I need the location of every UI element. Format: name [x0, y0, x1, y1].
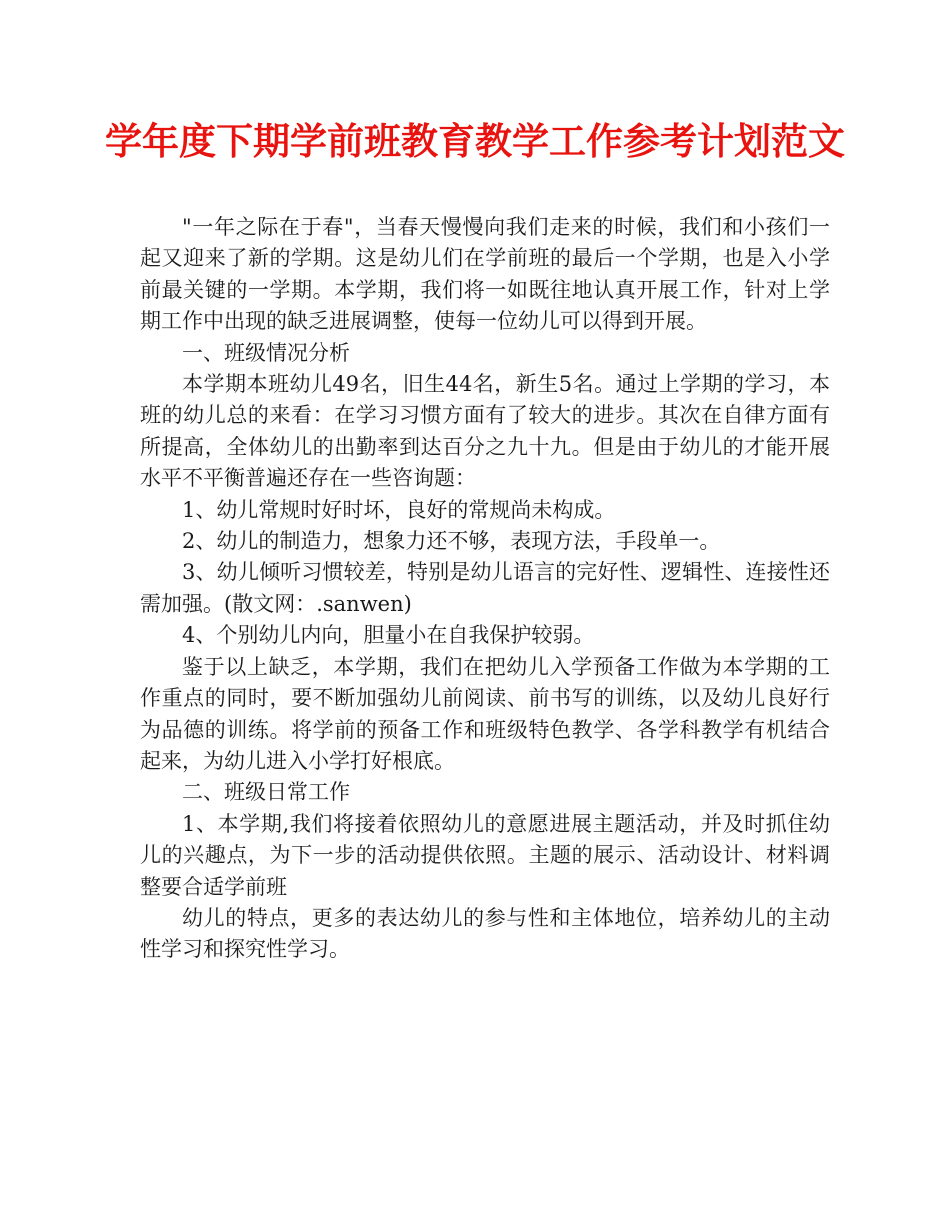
list-item-problem-3: 3、幼儿倾听习惯较差，特别是幼儿语言的完好性、逻辑性、连接性还需加强。(散文网：.sanwen)	[140, 560, 830, 616]
section-heading-daily-work: 二、班级日常工作	[182, 780, 350, 805]
paragraph-intro: "一年之际在于春"，当春天慢慢向我们走来的时候，我们和小孩们一起又迎来了新的学期。这是幼儿们在学前班的最后一个学期，也是入小学前最关键的一学期。本学期，我们将一如既往地认真开展工作，针对上学期工作中出现的缺乏进展调整，使每一位幼儿可以得到开展。	[140, 215, 830, 334]
document-title: 学年度下期学前班教育教学工作参考计划范文	[105, 120, 845, 163]
paragraph-class-analysis: 本学期本班幼儿49名，旧生44名，新生5名。通过上学期的学习，本班的幼儿总的来看：在学习习惯方面有了较大的进步。其次在自律方面有所提高，全体幼儿的出勤率到达百分之九十九。但是由于幼儿的才能开展水平不平衡普遍还存在一些咨询题：	[140, 372, 830, 491]
paragraph-focus: 鉴于以上缺乏，本学期，我们在把幼儿入学预备工作做为本学期的工作重点的同时，要不断加强幼儿前阅读、前书写的训练，以及幼儿良好行为品德的训练。将学前的预备工作和班级特色教学、各学科教学有机结合起来，为幼儿进入小学打好根底。	[140, 654, 830, 773]
section-heading-class-analysis: 一、班级情况分析	[182, 340, 350, 365]
paragraph-daily-continuation: 幼儿的特点，更多的表达幼儿的参与性和主体地位，培养幼儿的主动性学习和探究性学习。	[140, 905, 830, 962]
list-item-daily-1: 1、本学期,我们将接着依照幼儿的意愿进展主题活动，并及时抓住幼儿的兴趣点，为下一步的活动提供依照。主题的展示、活动设计、材料调整要合适学前班	[140, 811, 830, 899]
list-item-problem-4: 4、个别幼儿内向，胆量小在自我保护较弱。	[182, 623, 595, 648]
document-body	[140, 212, 830, 966]
list-item-problem-2: 2、幼儿的制造力，想象力还不够，表现方法，手段单一。	[182, 529, 721, 554]
list-item-problem-1: 1、幼儿常规时好时坏，良好的常规尚未构成。	[182, 497, 616, 522]
